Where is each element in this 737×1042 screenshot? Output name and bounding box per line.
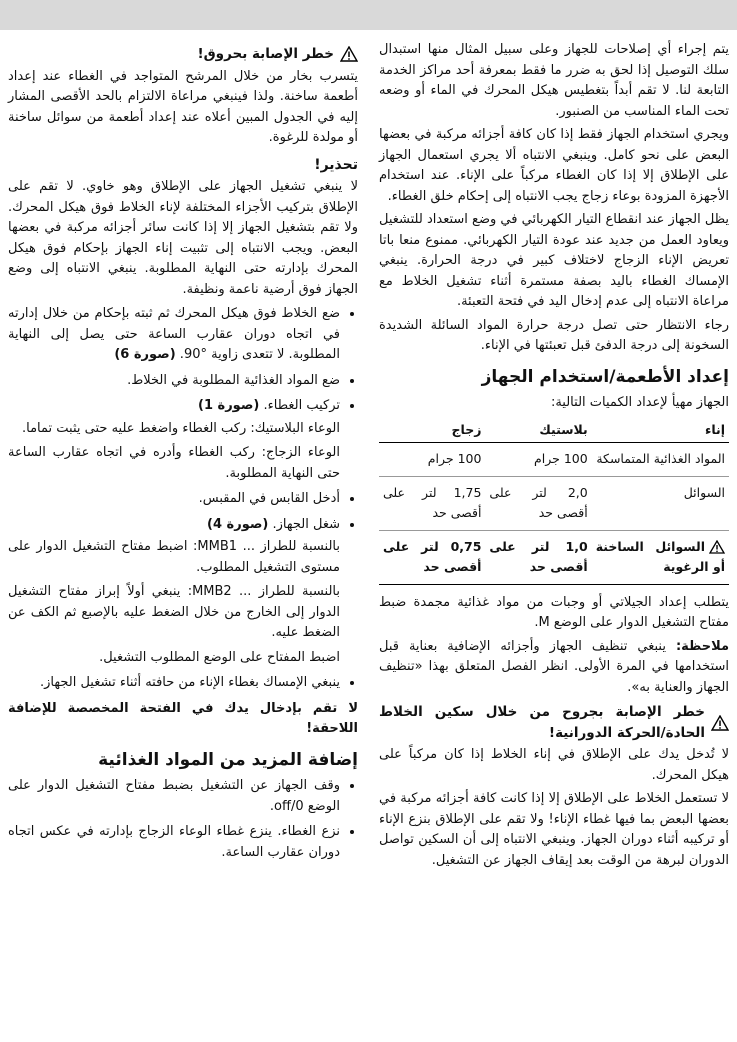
table-header: بلاستيك [485, 418, 591, 443]
list-item-text: ينبغي الإمساك بغطاء الإناء من حافته أثناء تشغيل الجهاز. [39, 675, 340, 690]
table-cell: السوائل [592, 476, 729, 530]
left-column [8, 40, 358, 868]
list-item-text: ضع المواد الغذائية المطلوبة في الخلاط. [127, 372, 340, 388]
caution-title: تحذير! [314, 156, 358, 173]
paragraph: ويجري استخدام الجهاز فقط إذا كان كافة أجزائه مركبة في بعضها البعض على نحو كامل. وينبغي الانتباه ألا يجري استعمال الجهاز على الإطلاق إلا إذا كان الغطاء مركباً على الإناء. عند استخدام الأجهزة المزودة بوعاء زجاج يجب الانتباه إلى إحكام خلق الغطاء. [379, 127, 729, 204]
paragraph: لا تُدخل يدك على الإطلاق في إناء الخلاط إذا كان مركباً على هيكل المحرك. [379, 747, 729, 783]
warning-title: خطر الإصابة بحروق! [197, 46, 334, 62]
paragraph: لا تستعمل الخلاط على الإطلاق إلا إذا كانت كافة أجزائه مركبة في بعضها البعض بما فيها غطاء الإناء! ولا تقم على الإطلاق بنزع الإناء أو تركيبه أثناء دوران الجهاز. وينبغي الانتباه إلى أن السكين تواصل الدوران لبرهة من الوقت بعد إيقاف الجهاز عن التشغيل. [379, 791, 729, 868]
paragraph: لا ينبغي تشغيل الجهاز على الإطلاق وهو خاوي. لا تقم على الإطلاق بتركيب الأجزاء المختلفة لإناء الخلاط فوق هيكل المحرك. ولا تقم بتشغيل الجهاز إلا إذا كانت سائر أجزائه مركبة في بعضها البعض. ويجب الانتباه إلى تثبيت إناء الجهاز بإحكام فوق هيكل المحرك بإدارته حتى النهاية المطلوبة. ينبغي الانتباه إلى وضع الجهاز فوق أرضية ناعمة ونظيفة. [8, 179, 358, 297]
paragraph: الجهاز مهيأ لإعداد الكميات التالية: [550, 395, 729, 410]
warning-triangle-icon [340, 46, 358, 62]
paragraph: يتم إجراء أي إصلاحات للجهاز وعلى سبيل المثال منها استبدال سلك التوصيل إذا لحق به ضرر ما فقط بمعرفة أحد مراكز الخدمة التابعة لنا. لا تقم أبداً بتغطيس هيكل المحرك في الماء أو وضعه تحت الماء المناسب من الصنبور. [379, 42, 729, 119]
paragraph: رجاء الانتظار حتى تصل درجة حرارة المواد السائلة الشديدة السخونة إلى درجة الدفئ قبل تعبئتها في الإناء. [379, 317, 729, 353]
sub-step: الوعاء البلاستيك: ركب الغطاء واضغط عليه حتى يثبت تماما. [22, 420, 340, 436]
list-item: • نزع الغطاء. ينزع غطاء الوعاء الزجاج بإدارته في عكس اتجاه دوران عقارب الساعة. [8, 822, 340, 863]
figure-ref: (صورة 4) [207, 516, 269, 532]
table-row [379, 443, 729, 477]
steps-list [8, 776, 358, 863]
warning-triangle-icon [709, 540, 725, 554]
table-cell: 1,75 لتر على أقصى حد [379, 476, 485, 530]
list-item [8, 673, 340, 694]
table-cell: 2,0 لتر على أقصى حد [485, 476, 591, 530]
figure-ref: (صورة 6) [114, 347, 176, 362]
table-cell: المواد الغذائية المتماسكة [592, 443, 729, 477]
sub-step: الوعاء الزجاج: ركب الغطاء وأدره في اتجاه عقارب الساعة حتى النهاية المطلوبة. [8, 445, 340, 481]
warning-triangle-icon [711, 715, 729, 731]
table-cell-text: السوائل الساخنة أو الرغوية [595, 538, 725, 574]
list-item [8, 371, 340, 392]
list-item: • وقف الجهاز عن التشغيل بضبط مفتاح التشغيل الدوار على الوضع off/0. [8, 776, 340, 817]
warning-text: لا تقم بإدخال يدك في الفتحة المخصصة للإضافة اللاحقة! [8, 700, 358, 736]
paragraph: يتطلب إعداد الجيلاتي أو وجبات من مواد غذائية مجمدة ضبط مفتاح التشغيل الدوار على الوضع M. [379, 594, 729, 630]
page-header-bar [0, 0, 737, 30]
list-item [8, 515, 340, 669]
sub-step: بالنسبة للطراز ... MMB1: اضبط مفتاح التشغيل الدوار على مستوى التشغيل المطلوب. [8, 539, 340, 575]
steps-list [8, 304, 358, 694]
list-item [8, 304, 340, 366]
warning-heading [379, 702, 729, 743]
list-item-text: ضع الخلاط فوق هيكل المحرك ثم ثبته بإحكام من خلال إدارته في اتجاه دوران عقارب الساعة حتى يصل إلى النهاية المطلوبة. لا تتعدى زاوية °90. [8, 306, 340, 362]
note [379, 637, 729, 699]
table-row [379, 530, 729, 584]
table-header-row [379, 418, 729, 443]
list-item-text: شغل الجهاز. [272, 516, 340, 532]
table-cell: 1,0 لتر على أقصى حد [485, 530, 591, 584]
paragraph: يظل الجهاز عند انقطاع التيار الكهربائي في وضع استعداد للتشغيل ويعاود العمل من جديد عند عودة التيار الكهربائي. ممنوع منعا باتا تعريض الإناء الزجاج لاختلاف كبير في درجة الحرارة. ينبغي الإمساك الغطاء باليد بصفة مستمرة أثناء تشغيل الخلاط مع مراعاة الانتباه إلى عدم إدخال اليد في فتحة التعبئة. [379, 212, 729, 309]
table-cell [592, 530, 729, 584]
note-text: ينبغي تنظيف الجهاز وأجزائه الإضافية بعناية قبل استخدامها في المرة الأولى. انظر الفصل المتعلق بهذا «تنظيف الجهاز والعناية به». [379, 638, 729, 695]
warning-title: خطر الإصابة بجروح من خلال سكين الخلاط الحادة/الحركة الدورانية! [379, 704, 705, 741]
sub-step: بالنسبة للطراز ... MMB2: ينبغي أولاً إبراز مفتاح التشغيل الدوار إلى الخارج من خلال الضغط عليه بالإصبع ثم الكف عن الضغط عليه. [8, 584, 340, 640]
note-label: ملاحظة: [675, 638, 729, 654]
warning-heading [8, 44, 358, 65]
table-header: إناء [592, 418, 729, 443]
table-cell: 100 جرام [485, 443, 591, 477]
table-cell: 0,75 لتر على أقصى حد [379, 530, 485, 584]
list-item-text: أدخل القابس في المقبس. [198, 491, 340, 506]
sub-step: اضبط المفتاح على الوضع المطلوب التشغيل. [99, 649, 340, 665]
list-item [8, 396, 340, 484]
table-header: زجاج [379, 418, 485, 443]
section-heading: إعداد الأطعمة/استخدام الجهاز [481, 366, 729, 387]
list-item [8, 489, 340, 510]
capacity-table [379, 418, 729, 585]
figure-ref: (صورة 1) [198, 398, 260, 413]
section-heading: إضافة المزيد من المواد الغذائية [98, 749, 358, 770]
list-item-text: تركيب الغطاء. [263, 398, 340, 413]
paragraph: يتسرب بخار من خلال المرشح المتواجد في الغطاء عند إعداد أطعمة ساخنة. ولذا فينبغي مراعاة الالتزام بالحد الأقصى المشار إليه في الجدول المبين أعلاه عند إعداد أطعمة من سوائل ساخنة أو مولدة للرغوة. [8, 68, 358, 145]
right-column [379, 40, 729, 874]
table-row [379, 476, 729, 530]
table-cell: 100 جرام [379, 443, 485, 477]
